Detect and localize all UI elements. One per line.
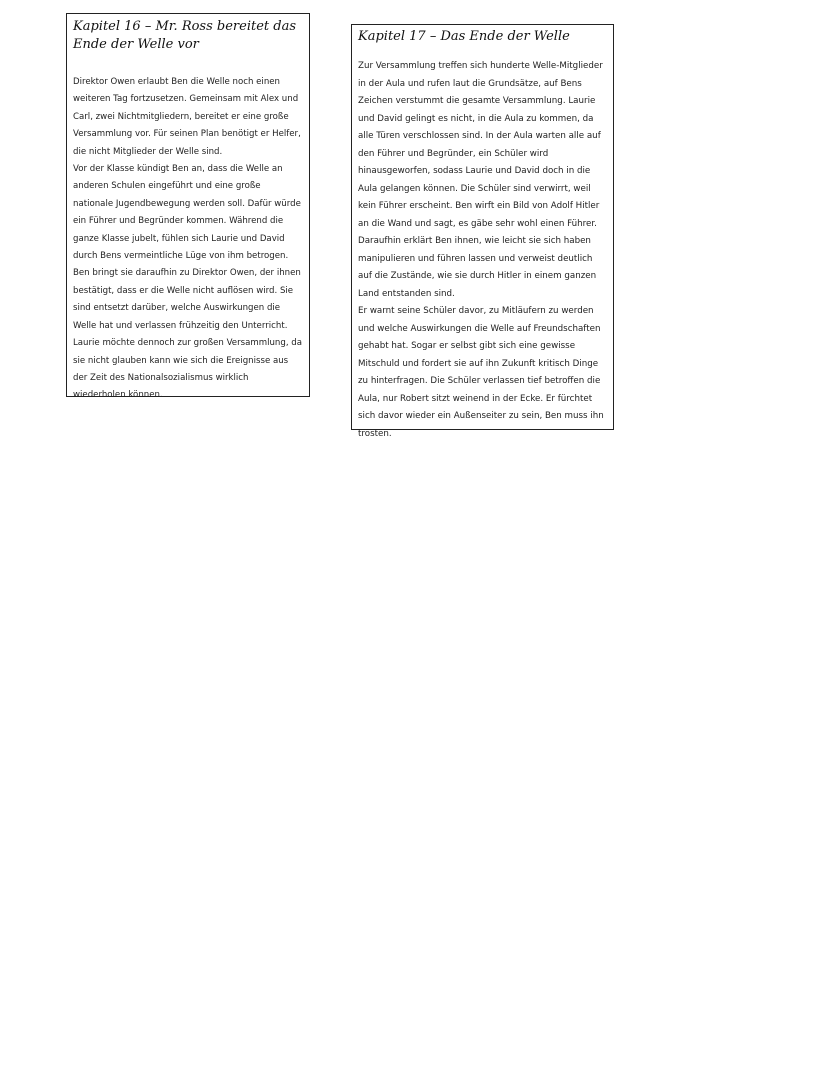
chapter-16-paragraph-3: Laurie möchte dennoch zur großen Versammlung, da sie nicht glauben kann wie sich die Ereignisse aus der Zeit des Nationalsozialismus wirklich wiederholen können. bbox=[73, 338, 303, 401]
chapter-17-paragraph-2: Daraufhin erklärt Ben ihnen, wie leicht sie sich haben manipulieren und führen lassen und verweist deutlich auf die Zustände, wie sie durch Hitler in einem ganzen Land entstanden sind. bbox=[358, 236, 597, 299]
chapter-16-paragraph-1: Direktor Owen erlaubt Ben die Welle noch einen weiteren Tag fortzusetzen. Gemeinsam mit Alex und Carl, zwei Nichtmitgliedern, bereitet er eine große Versammlung vor. Für seinen Plan benötigt er Helfer, die nicht Mitglieder der Welle sind. bbox=[73, 77, 301, 157]
chapter-17-card bbox=[351, 24, 614, 439]
chapter-16-card bbox=[66, 13, 310, 401]
chapter-17-body bbox=[358, 58, 607, 443]
chapter-16-body bbox=[73, 74, 303, 405]
chapter-16-paragraph-2: Vor der Klasse kündigt Ben an, dass die Welle an anderen Schulen eingeführt und eine große nationale Jugendbewegung werden soll. Dafür würde ein Führer und Begründer kommen. Während die ganze Klasse jubelt, fühlen sich Laurie und David durch Bens vermeintliche Lüge von ihm betrogen. Ben bringt sie daraufhin zu Direktor Owen, der ihnen bestätigt, dass er die Welle nicht auflösen wird. Sie sind entsetzt darüber, welche Auswirkungen die Welle hat und verlassen frühzeitig den Unterricht. bbox=[73, 164, 301, 331]
chapter-17-paragraph-3: Er warnt seine Schüler davor, zu Mitläufern zu werden und welche Auswirkungen die Welle auf Freundschaften gehabt hat. Sogar er selbst gibt sich eine gewisse Mitschuld und fordert sie auf ihn Zukunft kritisch Dinge zu hinterfragen. Die Schüler verlassen tief betroffen die Aula, nur Robert sitzt weinend in der Ecke. Er fürchtet sich davor wieder ein Außenseiter zu sein, Ben muss ihn trösten. bbox=[358, 306, 604, 439]
chapter-16-title: Kapitel 16 – Mr. Ross bereitet das Ende der Welle vor bbox=[73, 19, 297, 52]
chapter-17-paragraph-1: Zur Versammlung treffen sich hunderte Welle-Mitglieder in der Aula und rufen laut die Grundsätze, auf Bens Zeichen verstummt die gesamte Versammlung. Laurie und David gelingt es nicht, in die Aula zu kommen, da alle Türen verschlossen sind. In der Aula warten alle auf den Führer und Begründer, ein Schüler wird hinausgeworfen, sodass Laurie und David doch in die Aula gelangen können. Die Schüler sind verwirrt, weil kein Führer erscheint. Ben wirft ein Bild von Adolf Hitler an die Wand und sagt, es gäbe sehr wohl einen Führer. bbox=[358, 61, 603, 229]
chapter-17-title: Kapitel 17 – Das Ende der Welle bbox=[358, 29, 570, 44]
